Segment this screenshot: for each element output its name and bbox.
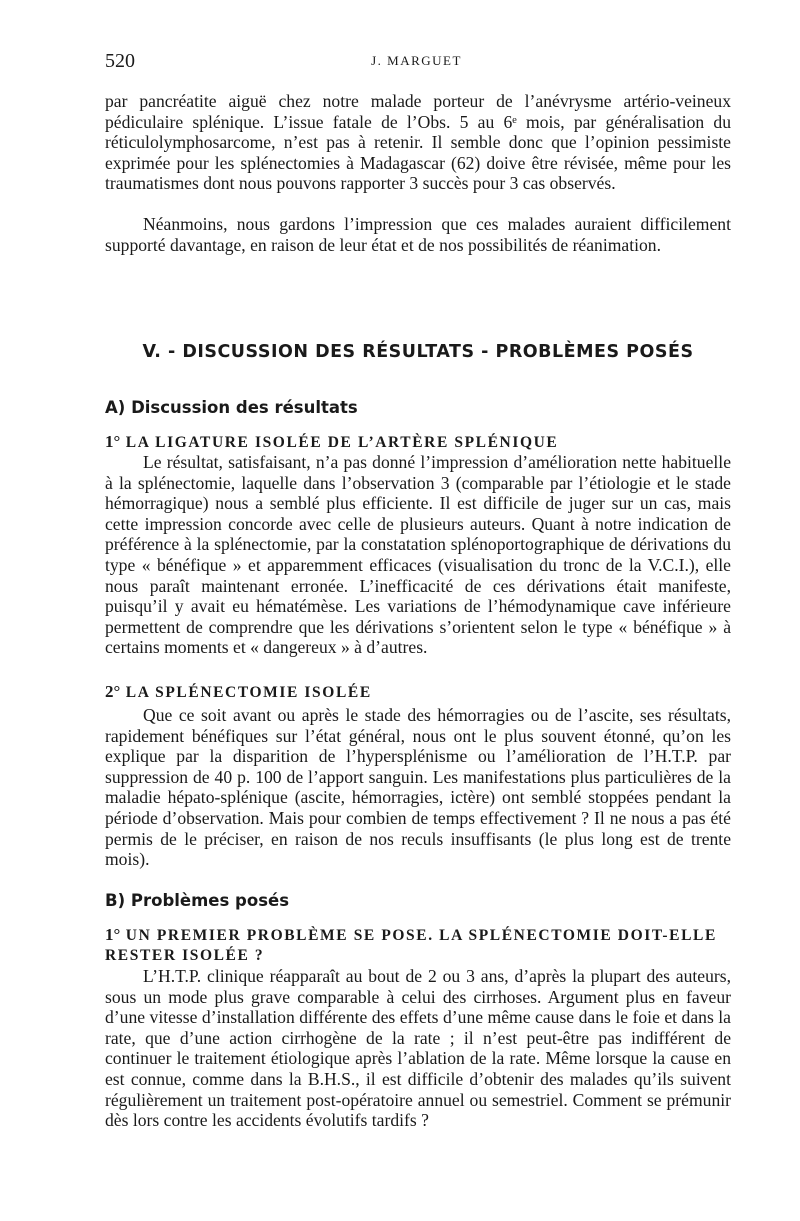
running-head <box>105 50 728 74</box>
item-b1-title: UN PREMIER PROBLÈME SE POSE. LA SPLÉNECTOMIE DOIT-ELLE RESTER ISOLÉE ? <box>105 927 717 964</box>
item-a2-paragraph: Que ce soit avant ou après le stade des hémorragies ou de l’ascite, ses résultats, rapidement bénéfiques sur l’état général, nous ont le plus souvent étonné, qu’on les explique par la disparition de l’hypersplénisme ou l’amélioration de l’H.T.P. par suppression de 40 p. 100 de l’apport sanguin. Les manifestations plus particulières de la maladie hépato-splénique (ascite, hémorragies, ictère) ont semblé stoppées pendant la période d’observation. Mais pour combien de temps effectivement ? Il ne nous a pas été permis de le préciser, en raison de nos reculs insuffisants (le plus long est de trente mois). <box>105 705 731 870</box>
item-b1-number: 1° <box>105 925 121 944</box>
section-title: V. - DISCUSSION DES RÉSULTATS - PROBLÈMES POSÉS <box>142 342 694 362</box>
subsection-a-title: Discussion des résultats <box>131 398 358 417</box>
item-a1-title: LA LIGATURE ISOLÉE DE L’ARTÈRE SPLÉNIQUE <box>125 434 559 451</box>
subsection-b-title: Problèmes posés <box>130 891 290 910</box>
header-author: J. MARGUET <box>371 53 462 68</box>
item-a1-number: 1° <box>105 432 121 451</box>
item-a2-heading <box>105 682 731 703</box>
opening-paragraph: par pancréatite aiguë chez notre malade porteur de l’anévrysme artério-veineux pédiculaire splénique. L’issue fatale de l’Obs. 5 au 6ᵉ mois, par généralisation du réticulolymphosarcome, n’est pas à retenir. Il semble donc que l’opinion pessimiste exprimée pour les splénectomies à Madagascar (62) doive être révisée, même pour les traumatismes dont nous pouvons rapporter 3 succès pour 3 cas observés. <box>105 91 731 194</box>
subsection-a-heading <box>105 398 358 417</box>
page-number: 520 <box>105 50 135 72</box>
item-a2-title: LA SPLÉNECTOMIE ISOLÉE <box>125 684 372 701</box>
item-a1-paragraph: Le résultat, satisfaisant, n’a pas donné l’impression d’amélioration nette habituelle à la splénectomie, laquelle dans l’observation 3 (comparable par l’étiologie et le stade hémorragique) nous a semblé plus efficiente. Il est difficile de juger sur un cas, mais cette impression concorde avec celle de plusieurs auteurs. Quant à notre indication de préférence à la splénectomie, par la constatation splénoportographique de dérivations du type « bénéfique » et apparemment efficaces (visualisation du tronc de la V.C.I.), elle nous paraît maintenant erronée. L’inefficacité de ces dérivations était manifeste, puisqu’il y avait eu hématémèse. Les variations de l’hémodynamique cave inférieure permettent de comprendre que les dérivations s’orientent selon le type « bénéfique » à certains moments et « dangereux » à d’autres. <box>105 452 731 658</box>
item-b1-paragraph: L’H.T.P. clinique réapparaît au bout de 2 ou 3 ans, d’après la plupart des auteurs, sous un mode plus grave comparable à celui des cirrhoses. Argument plus en faveur d’une vitesse d’installation différente des effets d’une même cause dans le foie et dans la rate, que d’une action cirrhogène de la rate ; il n’est peut-être pas indifférent de continuer le traitement étiologique après l’ablation de la rate. Même lorsque la cause en est connue, comme dans la B.H.S., il est difficile d’obtenir des malades qu’ils suivent régulièrement un traitement post-opératoire annuel ou semestriel. Comment se prémunir dès lors contre les accidents évolutifs tardifs ? <box>105 966 731 1131</box>
subsection-b-heading <box>105 891 289 910</box>
subsection-a-letter: A) <box>105 398 126 417</box>
continuation-paragraph: Néanmoins, nous gardons l’impression que ces malades auraient difficilement supporté davantage, en raison de leur état et de nos possibilités de réanimation. <box>105 214 731 255</box>
item-a2-number: 2° <box>105 682 121 701</box>
item-a1-heading <box>105 432 731 453</box>
subsection-b-letter: B) <box>105 891 126 910</box>
item-b1-heading <box>105 925 731 966</box>
